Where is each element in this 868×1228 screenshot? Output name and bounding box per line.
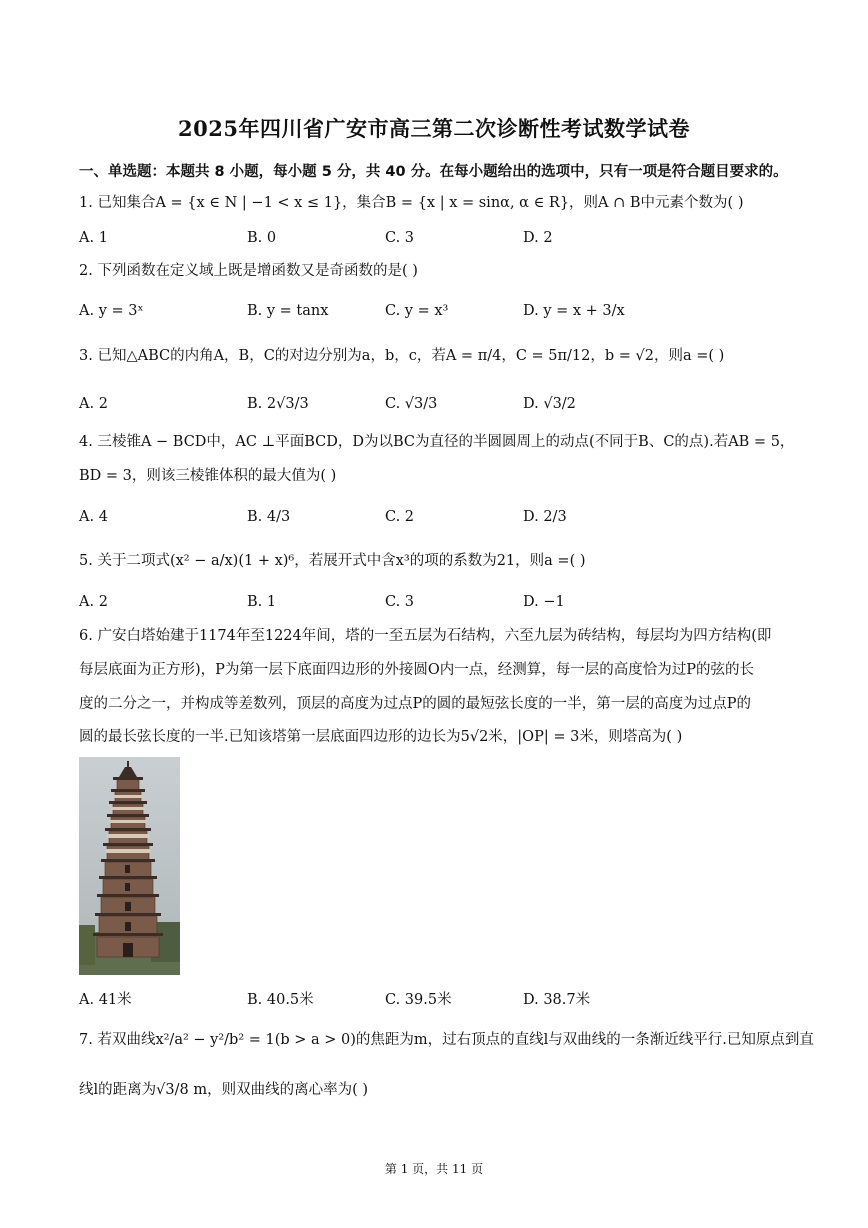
question-3-text: 3. 已知△ABC的内角A，B，C的对边分别为a，b，c，若A = π/4，C = 5π/12，b = √2，则a =( ): [79, 348, 725, 364]
q6-option-b: B. 40.5米: [247, 992, 314, 1008]
q3-option-c: C. √3/3: [385, 396, 438, 412]
section-heading: 一、单选题：本题共 8 小题，每小题 5 分，共 40 分。在每小题给出的选项中，只有一项是符合题目要求的。: [79, 164, 788, 180]
q2-option-c: C. y = x³: [385, 303, 449, 319]
question-7-text-line-1: 7. 若双曲线x²/a² − y²/b² = 1(b > a > 0)的焦距为m，过右顶点的直线l与双曲线的一条渐近线平行.已知原点到直: [79, 1032, 814, 1048]
q1-option-a: A. 1: [79, 230, 108, 246]
question-5-text: 5. 关于二项式(x² − a/x)(1 + x)⁶，若展开式中含x³的项的系数为21，则a =( ): [79, 553, 586, 569]
q3-option-a: A. 2: [79, 396, 108, 412]
q1-option-d: D. 2: [523, 230, 553, 246]
q4-option-a: A. 4: [79, 509, 108, 525]
q5-option-a: A. 2: [79, 594, 108, 610]
question-6-text-line-3: 度的二分之一，并构成等差数列，顶层的高度为过点P的圆的最短弦长度的一半，第一层的高度为过点P的: [79, 696, 752, 712]
q2-option-a: A. y = 3ˣ: [79, 303, 144, 319]
q4-option-c: C. 2: [385, 509, 415, 525]
question-1-text: 1. 已知集合A = {x ∈ N | −1 < x ≤ 1}，集合B = {x | x = sinα, α ∈ R}，则A ∩ B中元素个数为( ): [79, 195, 744, 211]
q6-option-a: A. 41米: [79, 992, 132, 1008]
question-6-text-line-2: 每层底面为正方形)，P为第一层下底面四边形的外接圆O内一点，经测算，每一层的高度恰为过P的弦的长: [79, 662, 755, 678]
q1-option-b: B. 0: [247, 230, 277, 246]
q5-option-d: D. −1: [523, 594, 565, 610]
q1-option-c: C. 3: [385, 230, 415, 246]
q3-option-b: B. 2√3/3: [247, 396, 309, 412]
q5-option-b: B. 1: [247, 594, 277, 610]
question-2-text: 2. 下列函数在定义域上既是增函数又是奇函数的是( ): [79, 263, 418, 279]
pagoda-photo: [79, 757, 180, 975]
q2-option-d: D. y = x + 3/x: [523, 303, 625, 319]
page-footer: 第 1 页，共 11 页: [384, 1162, 484, 1176]
q2-option-b: B. y = tanx: [247, 303, 329, 319]
q4-option-b: B. 4/3: [247, 509, 291, 525]
q4-option-d: D. 2/3: [523, 509, 567, 525]
question-4-text-line-1: 4. 三棱锥A − BCD中，AC ⊥平面BCD，D为以BC为直径的半圆圆周上的动点(不同于B、C的点).若AB = 5，: [79, 434, 795, 450]
q5-option-c: C. 3: [385, 594, 415, 610]
q6-option-d: D. 38.7米: [523, 992, 591, 1008]
q3-option-d: D. √3/2: [523, 396, 576, 412]
exam-title: 2025年四川省广安市高三第二次诊断性考试数学试卷: [178, 116, 690, 141]
q6-option-c: C. 39.5米: [385, 992, 452, 1008]
question-6-text-line-4: 圆的最长弦长度的一半.已知该塔第一层底面四边形的边长为5√2米，|OP| = 3米，则塔高为( ): [79, 729, 683, 745]
question-4-text-line-2: BD = 3，则该三棱锥体积的最大值为( ): [79, 468, 337, 484]
question-7-text-line-2: 线l的距离为√3/8 m，则双曲线的离心率为( ): [79, 1082, 368, 1098]
question-6-text-line-1: 6. 广安白塔始建于1174年至1224年间，塔的一至五层为石结构，六至九层为砖结构，每层均为四方结构(即: [79, 628, 772, 644]
